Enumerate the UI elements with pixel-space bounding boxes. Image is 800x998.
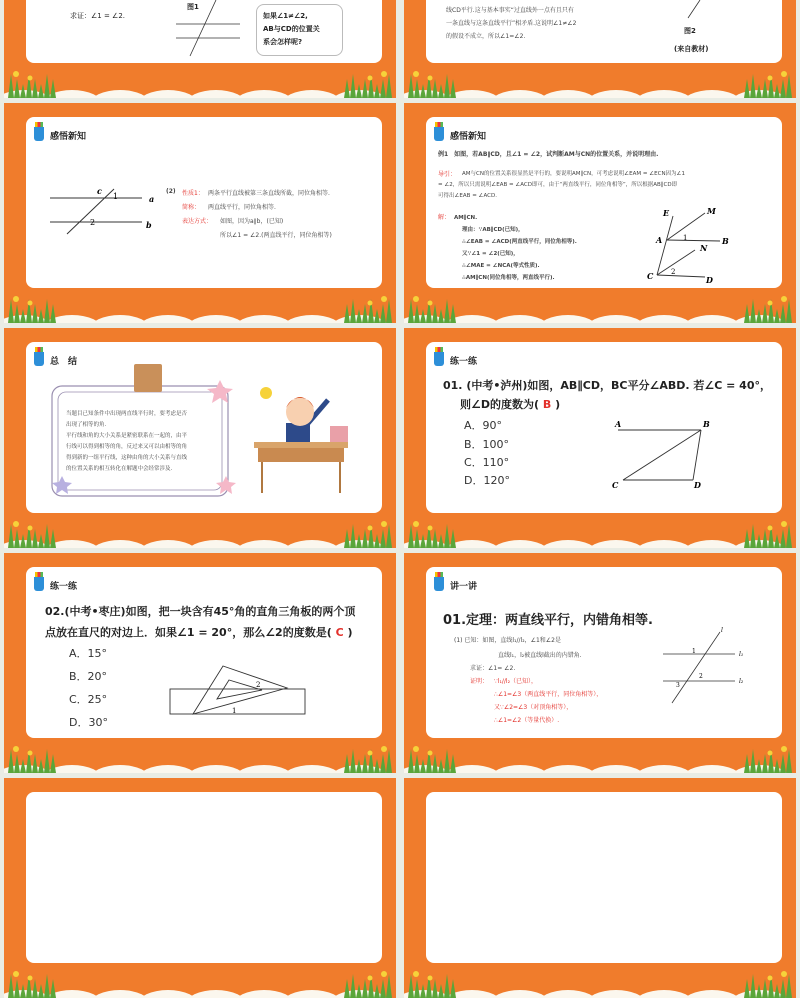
example-question: 例1 如图，若AB∥CD，且∠1 = ∠2，试判断AM与CN的位置关系，并说明理由. bbox=[438, 151, 659, 158]
slide-title: 练一练 bbox=[450, 357, 478, 367]
grass-cloud-footer bbox=[404, 778, 796, 998]
callout-line: 系会怎样呢? bbox=[263, 38, 303, 46]
label-2: 2 bbox=[671, 268, 676, 276]
note-line: 得到新的一组平行线，这种由角的大小关系与直线 bbox=[66, 455, 188, 461]
text-line: 一条直线与这条直线平行”相矛盾.这说明∠1≠∠2 bbox=[446, 20, 577, 27]
property-label: 性质1： bbox=[182, 190, 204, 197]
solution-line: AM∥CN. bbox=[454, 215, 478, 221]
label-A: A bbox=[656, 235, 663, 245]
trapezoid-figure bbox=[404, 328, 796, 548]
slide-thumbnail[interactable] bbox=[4, 553, 396, 773]
guide-line: AM与CN的位置关系很显然是平行的，要说明AM∥CN，可考虑说明∠EAM = ∠ECN因为∠1 bbox=[462, 171, 685, 177]
option-d[interactable]: D．30° bbox=[69, 716, 108, 729]
slide-title: 感悟新知 bbox=[450, 132, 487, 142]
question-line: 01. (中考•泸州)如图，AB∥CD，BC平分∠ABD. 若∠C = 40°， bbox=[443, 379, 771, 392]
solution-line: ∴∠EAB = ∠ACD(两直线平行，同位角相等). bbox=[462, 239, 577, 245]
slide-title: 感悟新知 bbox=[50, 132, 87, 142]
callout-box bbox=[256, 4, 343, 56]
label-A: A bbox=[615, 419, 622, 429]
figure-2 bbox=[404, 0, 796, 98]
option-a[interactable]: A．90° bbox=[464, 419, 503, 432]
option-d[interactable]: D．120° bbox=[464, 474, 510, 487]
label-b: b bbox=[146, 220, 152, 230]
slide-thumbnail[interactable] bbox=[4, 778, 396, 998]
grass-cloud-footer bbox=[4, 778, 396, 998]
flower-icon bbox=[13, 971, 19, 977]
slide-thumbnail[interactable] bbox=[404, 328, 796, 548]
property-text: 两条平行直线被第三条直线所截，同位角相等. bbox=[208, 190, 330, 197]
slide-thumbnail[interactable] bbox=[404, 778, 796, 998]
label-1: 1 bbox=[683, 234, 688, 242]
label-a: a bbox=[149, 194, 155, 204]
expression-line: 所以∠1 = ∠2.(两直线平行，同位角相等) bbox=[220, 232, 332, 239]
label-2: 2 bbox=[699, 673, 703, 680]
proof-line: ∴∠1=∠3（两直线平行，同位角相等）， bbox=[494, 691, 603, 698]
slide-thumbnail[interactable] bbox=[404, 103, 796, 323]
note-line: 当题目已知条件中出现两直线平行时，要考虑是否 bbox=[66, 411, 188, 417]
label-3: 3 bbox=[676, 682, 680, 689]
option-b[interactable]: B．20° bbox=[69, 670, 108, 683]
question-line: 02.(中考•枣庄)如图，把一块含有45°角的直角三角板的两个顶 bbox=[45, 605, 356, 618]
label-2: 2 bbox=[256, 681, 261, 689]
theorem-heading: 01.定理：两直线平行，内错角相等. bbox=[443, 613, 653, 628]
expression-line: 如图，因为a∥b，(已知) bbox=[220, 218, 284, 225]
expression-label: 表达方式： bbox=[182, 218, 213, 225]
flower-icon bbox=[768, 976, 773, 981]
slide-thumbnail[interactable] bbox=[404, 553, 796, 773]
note-line: 行线可以得到相等的角，反过来又可以由相等的角 bbox=[66, 444, 188, 450]
option-b[interactable]: B．100° bbox=[464, 438, 510, 451]
prove-line: 求证：∠1= ∠2. bbox=[470, 665, 516, 672]
callout-line: AB与CD的位置关 bbox=[263, 25, 320, 33]
note-line: 平行线和角的大小关系是紧密联系在一起的，由平 bbox=[66, 433, 188, 439]
short-text: 两直线平行，同位角相等. bbox=[208, 204, 276, 211]
question-line: 则∠D的度数为( bbox=[460, 398, 543, 411]
slide-title: 讲一讲 bbox=[450, 582, 478, 592]
question-close: ) bbox=[551, 398, 561, 411]
slide-thumbnail[interactable] bbox=[404, 0, 796, 98]
parallel-lines-figure bbox=[4, 103, 396, 323]
question-line: 点放在直尺的对边上．如果∠1 = 20°，那么∠2的度数是( bbox=[45, 626, 336, 639]
label-N: N bbox=[700, 243, 708, 253]
slide-thumbnail[interactable] bbox=[4, 103, 396, 323]
solution-line: 理由：∵AB∥CD(已知)， bbox=[462, 227, 524, 233]
example-figure bbox=[404, 103, 796, 323]
figure-caption: 图1 bbox=[187, 3, 199, 11]
ruler-triangle-figure bbox=[4, 553, 396, 773]
text-line: 线CD平行.这与基本事实“过直线外一点有且只有 bbox=[446, 7, 574, 14]
option-c[interactable]: C．25° bbox=[69, 693, 108, 706]
label-c: c bbox=[97, 186, 102, 196]
label-M: M bbox=[707, 206, 716, 216]
label-E: E bbox=[663, 208, 670, 218]
short-label: 简称： bbox=[182, 204, 201, 211]
flower-icon bbox=[413, 971, 419, 977]
label-1: 1 bbox=[232, 707, 237, 715]
note-line: 出现了相等的角. bbox=[66, 422, 107, 428]
guide-line: 可得出∠EAB = ∠ACD. bbox=[438, 193, 497, 199]
label-B: B bbox=[722, 236, 729, 246]
proof-label: 证明： bbox=[470, 678, 489, 685]
item-number: (2) bbox=[166, 188, 176, 195]
proof-line: ∴∠1=∠2（等量代换）. bbox=[494, 717, 560, 724]
label-1: 1 bbox=[692, 648, 696, 655]
solution-line: ∴∠MAE = ∠NCA(等式性质). bbox=[462, 263, 540, 269]
given-line: 直线l₁，l₂被直线l截出的内错角. bbox=[498, 652, 582, 659]
answer: C bbox=[335, 626, 344, 639]
option-a[interactable]: A．15° bbox=[69, 647, 108, 660]
callout-line: 如果∠1≠∠2, bbox=[263, 12, 308, 20]
label-C: C bbox=[647, 271, 654, 281]
label-l: l bbox=[721, 627, 723, 634]
label-l2: l₂ bbox=[739, 678, 744, 685]
slide-thumbnail[interactable] bbox=[4, 328, 396, 548]
slide-title: 总 结 bbox=[50, 357, 78, 367]
solution-label: 解： bbox=[438, 214, 451, 221]
label-B: B bbox=[703, 419, 710, 429]
given-line: (1) 已知：如图，直线l₁//l₂，∠1和∠2是 bbox=[454, 637, 561, 644]
solution-line: ∴AM∥CN(同位角相等，两直线平行). bbox=[462, 275, 555, 281]
label-1: 1 bbox=[113, 192, 119, 201]
label-l1: l₁ bbox=[739, 651, 744, 658]
proof-line: 又∵∠2=∠3（对顶角相等）， bbox=[494, 704, 573, 711]
flower-icon bbox=[28, 976, 33, 981]
solution-line: 又∵∠1 = ∠2(已知)， bbox=[462, 251, 519, 257]
figure-source: (来自教材) bbox=[674, 45, 709, 53]
guide-label: 导引： bbox=[438, 171, 457, 178]
slide-thumbnail[interactable] bbox=[4, 0, 396, 98]
label-D: D bbox=[694, 480, 701, 490]
text-line: 的假设不成立，所以∠1=∠2. bbox=[446, 33, 526, 40]
label-C: C bbox=[612, 480, 619, 490]
label-D: D bbox=[706, 275, 713, 285]
proof-line: ∵l₁//l₂（已知）， bbox=[494, 678, 538, 685]
option-c[interactable]: C．110° bbox=[464, 456, 510, 469]
flower-icon bbox=[368, 976, 373, 981]
prove-text: 求证：∠1 = ∠2. bbox=[70, 12, 125, 20]
flower-icon bbox=[381, 971, 387, 977]
question-close: ) bbox=[343, 626, 353, 639]
guide-line: = ∠2，所以只需说明∠EAB = ∠ACD即可，由于“两直线平行，同位角相等”，所以根据AB∥CD即 bbox=[438, 182, 678, 188]
lightbulb-icon bbox=[260, 387, 272, 399]
student-illustration bbox=[4, 328, 396, 548]
slide-title: 练一练 bbox=[50, 582, 78, 592]
answer: B bbox=[542, 398, 552, 411]
flower-icon bbox=[428, 976, 433, 981]
label-2: 2 bbox=[90, 218, 96, 227]
note-line: 的位置关系的相互转化在解题中会经常涉及. bbox=[66, 466, 173, 472]
figure-caption: 图2 bbox=[684, 27, 696, 35]
flower-icon bbox=[781, 971, 787, 977]
theorem-figure bbox=[404, 553, 796, 773]
